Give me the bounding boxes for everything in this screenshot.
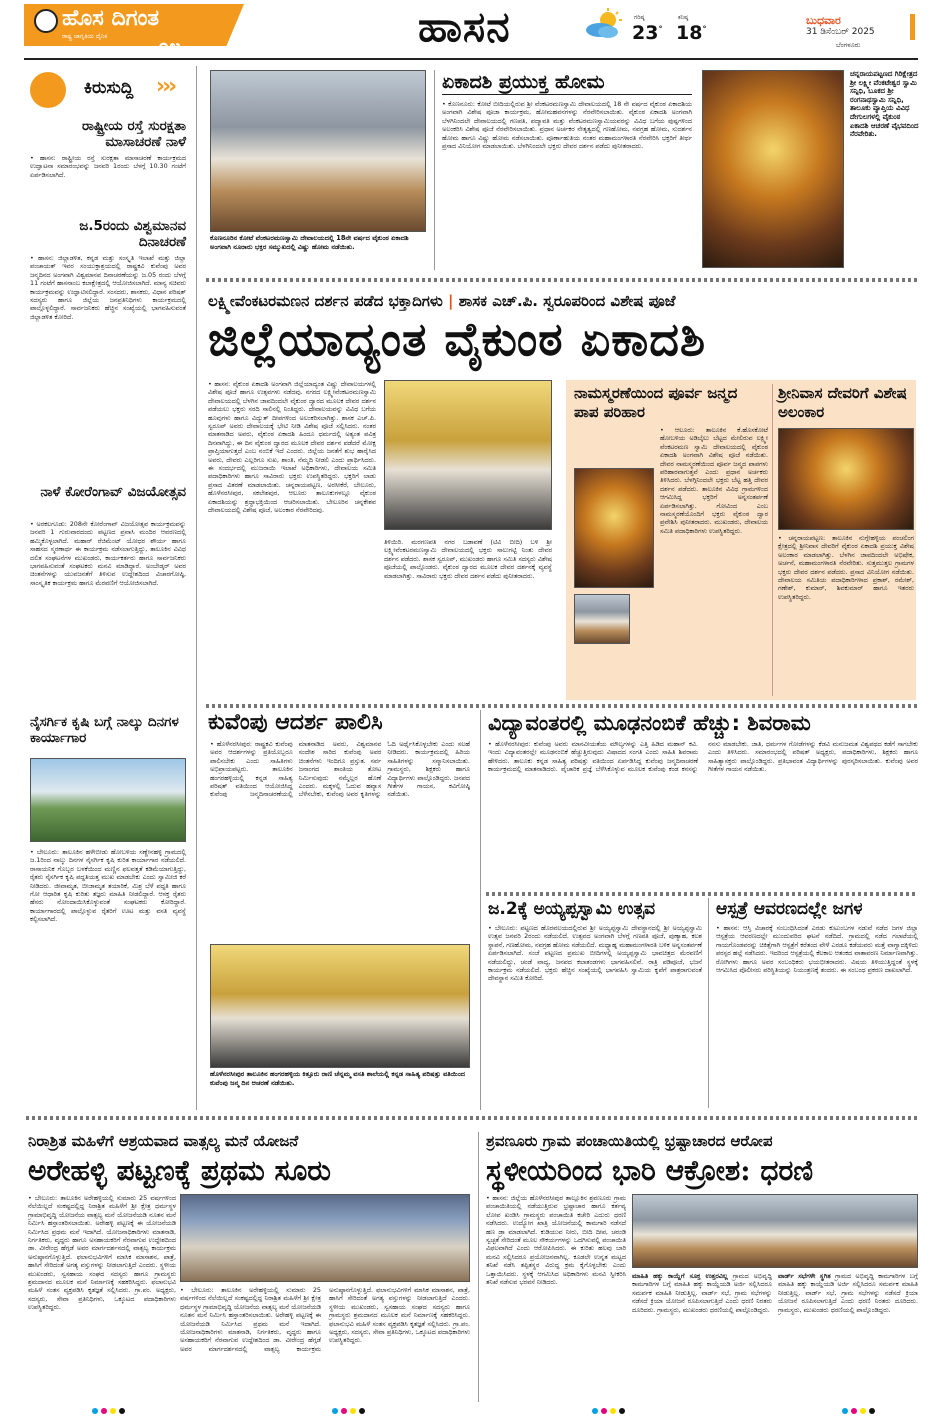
hospital-headline: ಆಸ್ಪತ್ರೆ ಆವರಣದಲ್ಲೇ ಜಗಳ — [716, 899, 863, 919]
homa-body: • ಕೊಣನೂರು: ಕೋಟೆ ಬೀದಿಯಲ್ಲಿರುವ ಶ್ರೀ ವೆಂಕಟರಮಣಸ್ವಾಮಿ ದೇವಾಲಯದಲ್ಲಿ 18 ನೇ ವರ್ಷದ ವೈಕುಂಠ ಏಕಾದಶಿಯ ಅಂಗವಾಗಿ ವಿಶೇಷ ಪೂಜಾ ಕಾರ್ಯಕ್ರಮ, ಹೋಮಹವನಗಳನ್ನು ನೆರವೇರಿಸಲಾಯಿತು. ವೈಕುಂಠ ಏಕಾದಶಿ ಅಂಗವಾಗಿ ಬೆಳಗಿನಿಂದಲೇ ದೇವಾಲಯದಲ್ಲಿ ಗಣಪತಿ, ಪದ್ಮಾವತಿ ಮತ್ತು ವೆಂಕಟರಮಣಸ್ವಾಮಿಯವರನ್ನು ವಿವಿಧ ಬಗೆಯ ಪುಷ್ಪಗಳಿಂದ ಅಲಂಕರಿಸಿ ವಿಶೇಷ ಪೂಜೆ ನೆರವೇರಿಸಲಾಯಿತು. ಪ್ರಧಾನ ಅರ್ಚಕರ ನೇತೃತ್ವದಲ್ಲಿ ಗಣಹೋಮ, ನವಗ್ರಹ ಹೋಮ, ಸುದರ್ಶನ ಹೋಮ ಹಾಗೂ ವಿಷ್ಣು ಹೋಮ ನಡೆಸಲಾಯಿತು. ಪೂರ್ಣಾಹುತಿಯ ನಂತರ ಮಹಾಮಂಗಳಾರತಿ ನೆರವೇರಿಸಿ ಭಕ್ತರಿಗೆ ತೀರ್ಥ ಪ್ರಸಾದ ವಿನಿಯೋಗ ಮಾಡಲಾಯಿತು. ಬೆಳಗಿನಿಂದಲೇ ಭಕ್ತರು ದೇವರ ದರ್ಶನ ಪಡೆದು ಪುನೀತರಾದರು. — [442, 100, 692, 151]
masthead-rule — [24, 58, 918, 60]
section-divider — [206, 278, 918, 282]
issue-date: 31 ಡಿಸೆಂಬರ್ 2025 — [806, 27, 875, 37]
edition-city: ಬೆಂಗಳೂರು — [836, 41, 861, 49]
print-registration-marks — [842, 1408, 875, 1414]
banner-subheadline: ಲಕ್ಷ್ಮೀವೆಂಕಟರಮಣನ ದರ್ಶನ ಪಡೆದ ಭಕ್ತಾದಿಗಳು | ಶಾಸಕ ಎಚ್.ಪಿ. ಸ್ವರೂಪರಿಂದ ವಿಶೇಷ ಪೂಜೆ — [208, 292, 676, 310]
deity-photo-caption: ಚನ್ನರಾಯಪಟ್ಟಣದ ಗಿರಿಕ್ಷೇತ್ರದ ಶ್ರೀ ಲಕ್ಷ್ಮೀ ವೆಂಕಟೇಶ್ವರ ಸ್ವಾಮಿ ಸನ್ನಿಧಿ, ಬೂಕದ ಶ್ರೀ ರಂಗನಾಥಸ್ವಾಮಿ ಸನ್ನಿಧಿ, ತಾಲೂಕು ವ್ಯಾಪ್ತಿಯ ವಿವಿಧ ದೇಗುಲಗಳಲ್ಲಿ ವೈಕುಂಠ ಏಕಾದಶಿ ಆಚರಣೆ ವೈಭವದಿಂದ ನೆರವೇರಿತು. — [850, 70, 919, 139]
brief-3-body: • ಅರಕಲಗೂಡು: 208ನೇ ಕೋರೆಂಗಾವ್ ವಿಜಯೋತ್ಸವ ಕಾರ್ಯಕ್ರಮವನ್ನು ಜನವರಿ 1 ಗುರುವಾರದಂದು ಪಟ್ಟಣದ ಪ್ರವಾಸಿ ಮಂದಿರ ಆವರಣದಲ್ಲಿ ಹಮ್ಮಿಕೊಳ್ಳಲಾಗಿದೆ. ಮಹಾರ್ ರೆಜಿಮೆಂಟ್ ಯೋಧರ ಶೌರ್ಯ ಹಾಗೂ ಸಾಹಸದ ಸ್ಮರಣಾರ್ಥ ಈ ಕಾರ್ಯಕ್ರಮ ನಡೆಸಲಾಗುತ್ತಿದ್ದು, ತಾಲೂಕಿನ ವಿವಿಧ ದಲಿತ ಸಂಘಟನೆಗಳ ಮುಖಂಡರು, ಕಾರ್ಯಕರ್ತರು ಹಾಗೂ ಸಾರ್ವಜನಿಕರು ಭಾಗವಹಿಸುವಂತೆ ಸಂಘಟಕರು ಮನವಿ ಮಾಡಿದ್ದಾರೆ. ಅಂಬೇಡ್ಕರ್ ಅವರ ಚಿಂತನೆಗಳನ್ನು ಯುವಜನತೆಗೆ ತಿಳಿಸುವ ಉದ್ದೇಶದಿಂದ ವಿಚಾರಗೋಷ್ಠಿ, ಸಾಂಸ್ಕೃತಿಕ ಕಾರ್ಯಕ್ರಮ ಹಾಗೂ ಮೆರವಣಿಗೆ ಆಯೋಜಿಸಲಾಗಿದೆ. — [30, 520, 186, 587]
section-divider — [26, 1116, 918, 1120]
masthead-accent-bar — [910, 14, 915, 40]
chevron-right-icon: ››› — [156, 74, 175, 99]
print-registration-marks — [92, 1408, 125, 1414]
shravanur-body: • ಹಾಸನ: ಜಿಲ್ಲೆಯ ಹೊಳೆನರಸೀಪುರ ತಾಲ್ಲೂಕಿನ ಶ್ರವಣೂರು ಗ್ರಾಮ ಪಂಚಾಯಿತಿಯಲ್ಲಿ ನಡೆಯುತ್ತಿರುವ ಭ್ರಷ್ಟಾಚಾರ ಹಾಗೂ ಕರ್ತವ್ಯ ಲೋಪ ಖಂಡಿಸಿ ಗ್ರಾಮಸ್ಥರು ಪಂಚಾಯಿತಿ ಕಚೇರಿ ಎದುರು ಧರಣಿ ನಡೆಸಿದರು. ಉದ್ಯೋಗ ಖಾತ್ರಿ ಯೋಜನೆಯಲ್ಲಿ ಕಾಮಗಾರಿ ನಡೆಸದೆ ಹಣ ಡ್ರಾ ಮಾಡಲಾಗಿದೆ. ಕುಡಿಯುವ ನೀರು, ಬೀದಿ ದೀಪ, ಚರಂಡಿ ಸ್ವಚ್ಛತೆ ಸೇರಿದಂತೆ ಮೂಲ ಸೌಕರ್ಯಗಳನ್ನು ಒದಗಿಸುವಲ್ಲಿ ಪಂಚಾಯಿತಿ ವಿಫಲವಾಗಿದೆ ಎಂದು ಆರೋಪಿಸಿದರು. ಈ ಕುರಿತು ಹಲವು ಬಾರಿ ಮನವಿ ಸಲ್ಲಿಸಿದರೂ ಪ್ರಯೋಜನವಾಗಿಲ್ಲ. ಕೂಡಲೇ ಉನ್ನತ ಮಟ್ಟದ ತನಿಖೆ ನಡೆಸಿ ತಪ್ಪಿತಸ್ಥರ ವಿರುದ್ಧ ಕ್ರಮ ಕೈಗೊಳ್ಳಬೇಕು ಎಂದು ಒತ್ತಾಯಿಸಿದರು. ಸ್ಥಳಕ್ಕೆ ಆಗಮಿಸಿದ ಅಧಿಕಾರಿಗಳು ಮನವಿ ಸ್ವೀಕರಿಸಿ ತನಿಖೆ ನಡೆಸುವ ಭರವಸೆ ನೀಡಿದರು. — [486, 1194, 626, 1287]
vatsalya-subheadline: ನಿರಾಶ್ರಿತ ಮಹಿಳೆಗೆ ಆಶ್ರಯವಾದ ವಾತ್ಸಲ್ಯ ಮನೆ ಯೋಜನೆ — [28, 1132, 299, 1150]
kuvempu-event-photo — [210, 944, 470, 1068]
section-divider — [486, 892, 918, 896]
brief-1-body: • ಹಾಸನ: ರಾಷ್ಟ್ರೀಯ ರಸ್ತೆ ಸುರಕ್ಷತಾ ಮಾಸಾಚರಣೆ ಕಾರ್ಯಕ್ರಮದ ಉದ್ಘಾಟನಾ ಸಮಾರಂಭವನ್ನು ಜನವರಿ 1ರಂದು ಬೆಳಗ್ಗೆ 10.30 ಗಂಟೆಗೆ ಏರ್ಪಡಿಸಲಾಗಿದೆ. — [30, 154, 186, 179]
brief-1-headline: ರಾಷ್ಟ್ರೀಯ ರಸ್ತೆ ಸುರಕ್ಷತಾ ಮಾಸಾಚರಣೆ ನಾಳೆ — [81, 118, 186, 150]
print-registration-marks — [592, 1408, 625, 1414]
brief-2-headline: ಜ.5ರಂದು ವಿಶ್ವಮಾನವ ದಿನಾಚರಣೆ — [79, 218, 186, 250]
hospital-body: • ಹಾಸನ: ಆಸ್ತಿ ವಿಚಾರಕ್ಕೆ ಸಂಬಂಧಿಸಿದಂತೆ ಎರಡು ಕುಟುಂಬಗಳ ನಡುವೆ ನಡೆದ ಜಗಳ ಜಿಲ್ಲಾ ಆಸ್ಪತ್ರೆಯ ಆವರಣದಲ್ಲೇ ಮುಂದುವರಿದ ಘಟನೆ ನಡೆದಿದೆ. ಗ್ರಾಮದಲ್ಲಿ ನಡೆದ ಗಲಾಟೆಯಲ್ಲಿ ಗಾಯಗೊಂಡವರನ್ನು ಚಿಕಿತ್ಸೆಗಾಗಿ ಆಸ್ಪತ್ರೆಗೆ ಕರೆತಂದ ವೇಳೆ ಎರಡೂ ಕಡೆಯವರು ಮತ್ತೆ ವಾಗ್ವಾದಕ್ಕಿಳಿದು ಪರಸ್ಪರ ಹಲ್ಲೆ ನಡೆಸಿದರು. ಇದರಿಂದ ಆಸ್ಪತ್ರೆಯಲ್ಲಿ ಕೆಲಕಾಲ ಆತಂಕದ ವಾತಾವರಣ ನಿರ್ಮಾಣವಾಗಿತ್ತು. ರೋಗಿಗಳು ಹಾಗೂ ಅವರ ಸಂಬಂಧಿಕರು ಭಯಭೀತರಾದರು. ವಿಷಯ ತಿಳಿಯುತ್ತಿದ್ದಂತೆ ಸ್ಥಳಕ್ಕೆ ಆಗಮಿಸಿದ ಪೊಲೀಸರು ಪರಿಸ್ಥಿತಿಯನ್ನು ನಿಯಂತ್ರಣಕ್ಕೆ ತಂದರು. ಈ ಸಂಬಂಧ ಪ್ರಕರಣ ದಾಖಲಾಗಿದೆ. — [716, 924, 918, 975]
brief-4-body: • ಬೇಲೂರು: ತಾಲೂಕಿನ ಹಳೇಬೀಡು ಹೋಬಳಿಯ ಸಣ್ಣೇನಹಳ್ಳಿ ಗ್ರಾಮದಲ್ಲಿ ಜ.1ರಿಂದ ನಾಲ್ಕು ದಿನಗಳ ನೈಸರ್ಗಿಕ ಕೃಷಿ ಕುರಿತ ಕಾರ್ಯಾಗಾರ ನಡೆಯಲಿದೆ. ರಾಸಾಯನಿಕ ಗೊಬ್ಬರ ಬಳಕೆಯಿಂದ ಮಣ್ಣಿನ ಫಲವತ್ತತೆ ಕಡಿಮೆಯಾಗುತ್ತಿದ್ದು, ರೈತರು ನೈಸರ್ಗಿಕ ಕೃಷಿ ಪದ್ಧತಿಯತ್ತ ಮುಖ ಮಾಡಬೇಕು ಎಂದು ಸ್ವಾಮೀಜಿ ಕರೆ ನೀಡಿದರು. ಜೀವಾಮೃತ, ಬೀಜಾಮೃತ ತಯಾರಿಕೆ, ಮಿಶ್ರ ಬೆಳೆ ಪದ್ಧತಿ ಹಾಗೂ ಗೋ ಆಧಾರಿತ ಕೃಷಿ ಕುರಿತು ತಜ್ಞರು ಮಾಹಿತಿ ನೀಡಲಿದ್ದಾರೆ. ಆಸಕ್ತ ರೈತರು ಹೆಸರು ನೋಂದಾಯಿಸಿಕೊಳ್ಳುವಂತೆ ಸಂಘಟಕರು ಕೋರಿದ್ದಾರೆ. ಕಾರ್ಯಾಗಾರದಲ್ಲಿ ಪಾಲ್ಗೊಳ್ಳುವ ರೈತರಿಗೆ ಊಟ ಮತ್ತು ವಸತಿ ವ್ಯವಸ್ಥೆ ಕಲ್ಪಿಸಲಾಗಿದೆ. — [30, 848, 186, 924]
protest-photo — [632, 1194, 918, 1268]
sidebar-body-1a: • ಆಲೂರು: ತಾಲೂಕಿನ ಕೆ.ಹೊಸಕೋಟೆ ಹೋಬಳಿಯ ಅಡಿಬೈಲು ಬೆಟ್ಟದ ಮೇಲಿರುವ ಲಕ್ಷ್ಮೀ ವೆಂಕಟರಮಣ ಸ್ವಾಮಿ ದೇವಾಲಯದಲ್ಲಿ ವೈಕುಂಠ ಏಕಾದಶಿ ಅಂಗವಾಗಿ ವಿಶೇಷ ಪೂಜೆ ನಡೆಯಿತು. ದೇವರ ನಾಮಸ್ಮರಣೆಯಿಂದ ಪೂರ್ವ ಜನ್ಮದ ಪಾಪಗಳು ಪರಿಹಾರವಾಗುತ್ತವೆ ಎಂದು ಪ್ರಧಾನ ಅರ್ಚಕರು ತಿಳಿಸಿದರು. ಬೆಳಗ್ಗಿನಿಂದಲೇ ಭಕ್ತರು ಬೆಟ್ಟ ಹತ್ತಿ ದೇವರ ದರ್ಶನ ಪಡೆದರು. ತಾಲೂಕಿನ ವಿವಿಧ ಗ್ರಾಮಗಳಿಂದ ಆಗಮಿಸಿದ್ದ ಭಕ್ತರಿಗೆ ಅನ್ನಸಂತರ್ಪಣೆ ಏರ್ಪಡಿಸಲಾಗಿತ್ತು. ಗೋವಿಂದ ಎಂಬ ನಾಮಸ್ಮರಣೆಯೊಂದಿಗೆ ಭಕ್ತರು ವೈಕುಂಠ ದ್ವಾರ ಪ್ರವೇಶಿಸಿ ಪುನೀತರಾದರು. ಮುಖಂಡರು, ದೇವಾಲಯ ಸಮಿತಿ ಪದಾಧಿಕಾರಿಗಳು ಉಪಸ್ಥಿತರಿದ್ದರು. — [660, 426, 768, 535]
aluru-inset-photo — [574, 594, 630, 644]
banner-headline: ಜಿಲ್ಲೆಯಾದ್ಯಂತ ವೈಕುಂಠ ಏಕಾದಶಿ — [208, 312, 707, 366]
temp-max: 23° — [632, 22, 663, 44]
vatsalya-body: • ಬೇಲೂರು: ತಾಲೂಕಿನ ಅರೇಹಳ್ಳಿಯಲ್ಲಿ ಸುಮಾರು 25 ವರ್ಷಗಳಿಂದ ನೆಲೆಯಿಲ್ಲದೆ ಸಂಕಷ್ಟದಲ್ಲಿದ್ದ ನಿರಾಶ್ರಿತ ಮಹಿಳೆಗೆ ಶ್ರೀ ಕ್ಷೇತ್ರ ಧರ್ಮಸ್ಥಳ ಗ್ರಾಮಾಭಿವೃದ್ಧಿ ಯೋಜನೆಯ ವಾತ್ಸಲ್ಯ ಮನೆ ಯೋಜನೆಯಡಿ ನೂತನ ಮನೆ ನಿರ್ಮಿಸಿ ಹಸ್ತಾಂತರಿಸಲಾಯಿತು. ಅರೇಹಳ್ಳಿ ಪಟ್ಟಣಕ್ಕೆ ಈ ಯೋಜನೆಯಡಿ ನಿರ್ಮಿಸಿದ ಪ್ರಥಮ ಮನೆ ಇದಾಗಿದೆ. ಯೋಜನಾಧಿಕಾರಿಗಳು ಮಾತನಾಡಿ, ನಿರ್ಗತಿಕರು, ವೃದ್ಧರು ಹಾಗೂ ಅಸಹಾಯಕರಿಗೆ ನೆರವಾಗುವ ಉದ್ದೇಶದಿಂದ ಡಾ. ವೀರೇಂದ್ರ ಹೆಗ್ಗಡೆ ಅವರ ಮಾರ್ಗದರ್ಶನದಲ್ಲಿ ವಾತ್ಸಲ್ಯ ಕಾರ್ಯಕ್ರಮ ಅನುಷ್ಠಾನಗೊಳ್ಳುತ್ತಿದೆ. ಫಲಾನುಭವಿಗಳಿಗೆ ಮಾಸಿಕ ಮಾಸಾಶನ, ಪಾತ್ರೆ, ಹಾಸಿಗೆ ಸೇರಿದಂತೆ ಅಗತ್ಯ ವಸ್ತುಗಳನ್ನು ನೀಡಲಾಗುತ್ತಿದೆ ಎಂದರು. ಸ್ಥಳೀಯ ಮುಖಂಡರು, ಸ್ವಸಹಾಯ ಸಂಘದ ಸದಸ್ಯರು ಹಾಗೂ ಗ್ರಾಮಸ್ಥರು ಶ್ರಮದಾನದ ಮೂಲಕ ಮನೆ ನಿರ್ಮಾಣಕ್ಕೆ ಸಹಕರಿಸಿದ್ದರು. ಫಲಾನುಭವಿ ಮಹಿಳೆ ಸಂತಸ ವ್ಯಕ್ತಪಡಿಸಿ ಕೃತಜ್ಞತೆ ಸಲ್ಲಿಸಿದರು. ಗ್ರಾ.ಪಂ. ಅಧ್ಯಕ್ಷರು, ಸದಸ್ಯರು, ಸೇವಾ ಪ್ರತಿನಿಧಿಗಳು, ಒಕ್ಕೂಟದ ಪದಾಧಿಕಾರಿಗಳು ಉಪಸ್ಥಿತರಿದ್ದರು. — [28, 1194, 176, 1312]
sun-cloud-icon — [582, 8, 626, 40]
pointing-hand-icon — [30, 72, 66, 108]
column-rule — [480, 710, 481, 1110]
vatsalya-headline: ಅರೇಹಳ್ಳಿ ಪಟ್ಟಣಕ್ಕೆ ಪ್ರಥಮ ಸೂರು — [28, 1154, 331, 1187]
shivaram-headline: ವಿದ್ಯಾವಂತರಲ್ಲಿ ಮೂಢನಂಬಿಕೆ ಹೆಚ್ಚು: ಶಿವರಾಮ — [488, 711, 811, 735]
ayyappa-body: • ಬೇಲೂರು: ಪಟ್ಟಣದ ಹೊರವಲಯದಲ್ಲಿರುವ ಶ್ರೀ ಅಯ್ಯಪ್ಪಸ್ವಾಮಿ ದೇವಸ್ಥಾನದಲ್ಲಿ ಶ್ರೀ ಅಯ್ಯಪ್ಪಸ್ವಾಮಿ ಉತ್ಸವ ಜನವರಿ 2ರಂದು ನಡೆಯಲಿದೆ. ಉತ್ಸವದ ಅಂಗವಾಗಿ ಬೆಳಗ್ಗೆ ಗಣಪತಿ ಪೂಜೆ, ಪುಣ್ಯಾಹ, ಕಲಶ ಸ್ಥಾಪನೆ, ಗಣಹೋಮ, ನವಗ್ರಹ ಹೋಮ ನಡೆಯಲಿದೆ. ಮಧ್ಯಾಹ್ನ ಮಹಾಮಂಗಳಾರತಿ ಬಳಿಕ ಅನ್ನಸಂತರ್ಪಣೆ ಏರ್ಪಡಿಸಲಾಗಿದೆ. ಸಂಜೆ ಪಟ್ಟಣದ ಪ್ರಮುಖ ಬೀದಿಗಳಲ್ಲಿ ಅಯ್ಯಪ್ಪಸ್ವಾಮಿ ಭಾವಚಿತ್ರದ ಮೆರವಣಿಗೆ ನಡೆಯಲಿದ್ದು, ಚಂಡೆ ವಾದ್ಯ, ಜನಪದ ಕಲಾತಂಡಗಳು ಭಾಗವಹಿಸಲಿವೆ. ರಾತ್ರಿ ಪಡಿಪೂಜೆ, ಭಜನೆ ಕಾರ್ಯಕ್ರಮ ನಡೆಯಲಿದೆ. ಭಕ್ತರು ಹೆಚ್ಚಿನ ಸಂಖ್ಯೆಯಲ್ಲಿ ಭಾಗವಹಿಸಿ ಸ್ವಾಮಿಯ ಕೃಪೆಗೆ ಪಾತ್ರರಾಗುವಂತೆ ದೇವಸ್ಥಾನ ಸಮಿತಿ ಕೋರಿದೆ. — [488, 924, 702, 983]
sidebar-headline-2: ಶ್ರೀನಿವಾಸ ದೇವರಿಗೆ ವಿಶೇಷ ಅಲಂಕಾರ — [778, 384, 907, 421]
brief-4-headline: ನೈಸರ್ಗಿಕ ಕೃಷಿ ಬಗ್ಗೆ ನಾಲ್ಕು ದಿನಗಳ ಕಾರ್ಯಾಗಾರ — [30, 714, 179, 746]
brief-3-headline: ನಾಳೆ ಕೋರೆಂಗಾವ್ ವಿಜಯೋತ್ಸವ — [40, 484, 186, 500]
shivaram-body: • ಹೊಳೆನರಸೀಪುರ: ಕುವೆಂಪು ಅವರು ಮಾನವೀಯತೆಯ ಮೌಲ್ಯಗಳನ್ನು ಎತ್ತಿ ಹಿಡಿದ ಮಹಾನ್ ಕವಿ. ಇಂದು ವಿದ್ಯಾವಂತರಲ್ಲೇ ಮೂಢನಂಬಿಕೆ ಹೆಚ್ಚುತ್ತಿರುವುದು ವಿಷಾದದ ಸಂಗತಿ ಎಂದು ಸಾಹಿತಿ ಶಿವರಾಮ ಹೇಳಿದರು. ತಾಲೂಕು ಕನ್ನಡ ಸಾಹಿತ್ಯ ಪರಿಷತ್ತು ವತಿಯಿಂದ ಏರ್ಪಡಿಸಿದ್ದ ಕುವೆಂಪು ಜನ್ಮದಿನಾಚರಣೆ ಕಾರ್ಯಕ್ರಮದಲ್ಲಿ ಮಾತನಾಡಿದರು. ವೈಚಾರಿಕ ಪ್ರಜ್ಞೆ ಬೆಳೆಸಿಕೊಳ್ಳುವ ಮೂಲಕ ಕುವೆಂಪು ಕಂಡ ಕನಸನ್ನು ನನಸು ಮಾಡಬೇಕು. ಜಾತಿ, ಧರ್ಮಗಳ ಗೋಡೆಗಳನ್ನು ಕೆಡವಿ ಮನುಜಮತ ವಿಶ್ವಪಥದ ಕಡೆಗೆ ಸಾಗಬೇಕು ಎಂದು ತಿಳಿಸಿದರು. ಸಮಾರಂಭದಲ್ಲಿ ಪರಿಷತ್ ಅಧ್ಯಕ್ಷರು, ಪದಾಧಿಕಾರಿಗಳು, ಶಿಕ್ಷಕರು ಹಾಗೂ ಸಾಹಿತ್ಯಾಸಕ್ತರು ಪಾಲ್ಗೊಂಡಿದ್ದರು. ಪ್ರತಿಭಾವಂತ ವಿದ್ಯಾರ್ಥಿಗಳನ್ನು ಪುರಸ್ಕರಿಸಲಾಯಿತು. ಕುವೆಂಪು ಅವರ ಗೀತೆಗಳ ಗಾಯನ ನಡೆಯಿತು. — [488, 740, 918, 774]
column-rule — [196, 66, 197, 1110]
column-rule — [772, 384, 773, 696]
banner-photo-caption: ತಿಳಿಯಿರಿ. ಮರಗಣಪತಿ ನಗರ ಬಡಾವಣೆ (ಟಿವಿ ಬೀದಿ) ಬಳಿ ಶ್ರೀ ಲಕ್ಷ್ಮೀವೆಂಕಟರಮಣಸ್ವಾಮಿ ದೇವಾಲಯದಲ್ಲಿ ಭಕ್ತರು ಸಾಲುಗಟ್ಟಿ ನಿಂತು ದೇವರ ದರ್ಶನ ಪಡೆದರು. ಶಾಸಕ ಸ್ವರೂಪ್, ಮುಖಂಡರು ಹಾಗೂ ಸಮಿತಿ ಸದಸ್ಯರು ವಿಶೇಷ ಪೂಜೆಯಲ್ಲಿ ಪಾಲ್ಗೊಂಡರು. ವೈಕುಂಠ ದ್ವಾರದ ಮೂಲಕ ದೇವರ ದರ್ಶನಕ್ಕೆ ವ್ಯವಸ್ಥೆ ಮಾಡಲಾಗಿತ್ತು. ಸಾವಿರಾರು ಭಕ್ತರು ದೇವರ ದರ್ಶನ ಪಡೆದು ಪುನೀತರಾದರು. — [384, 538, 552, 580]
shravanur-headline: ಸ್ಥಳೀಯರಿಂದ ಭಾರಿ ಆಕ್ರೋಶ: ಧರಣಿ — [486, 1154, 814, 1187]
homa-headline: ಏಕಾದಶಿ ಪ್ರಯುಕ್ತ ಹೋಮ — [442, 70, 692, 95]
aluru-temple-photo — [574, 468, 654, 588]
farming-workshop-photo — [30, 758, 186, 842]
lamp-logo-icon — [34, 9, 58, 33]
vatsalya-photo — [180, 1194, 470, 1282]
column-rule — [708, 898, 709, 1108]
shravanur-body-2: ಮಾಹಿತಿ ಹಕ್ಕು ಕಾಯ್ದೆಗೆ ಸೂಕ್ತ ಉತ್ತರವಿಲ್ಲ ಗ್ರಾಮದ ಅಭಿವೃದ್ಧಿ ಕಾಮಗಾರಿಗಳ ಬಗ್ಗೆ ಮಾಹಿತಿ ಹಕ್ಕು ಕಾಯ್ದೆಯಡಿ ಅರ್ಜಿ ಸಲ್ಲಿಸಿದರೂ ಸಮರ್ಪಕ ಮಾಹಿತಿ ನೀಡುತ್ತಿಲ್ಲ. ವಾರ್ಡ್ ಸಭೆ, ಗ್ರಾಮ ಸಭೆಗಳನ್ನು ನಡೆಸದೆ ಕ್ರಿಯಾ ಯೋಜನೆ ರೂಪಿಸಲಾಗುತ್ತಿದೆ ಎಂದು ಧರಣಿ ನಿರತರು ದೂರಿದರು. ಗ್ರಾಮಸ್ಥರು, ಮುಖಂಡರು ಧರಣಿಯಲ್ಲಿ ಪಾಲ್ಗೊಂಡಿದ್ದರು. — [632, 1272, 772, 1314]
newspaper-tagline: ರಾಷ್ಟ್ರ ಜಾಗೃತಿಯ ದೈನಿಕ — [62, 33, 108, 40]
brief-2-body: • ಹಾಸನ: ಜಿಲ್ಲಾಡಳಿತ, ಕನ್ನಡ ಮತ್ತು ಸಂಸ್ಕೃತಿ ಇಲಾಖೆ ಮತ್ತು ಜಿಲ್ಲಾ ಪಂಚಾಯತ್ ಇವರ ಸಂಯುಕ್ತಾಶ್ರಯದಲ್ಲಿ ರಾಷ್ಟ್ರಕವಿ ಕುವೆಂಪು ಅವರ ಜನ್ಮದಿನದ ಅಂಗವಾಗಿ ವಿಶ್ವಮಾನವ ದಿನಾಚರಣೆಯನ್ನು ಜ.05 ರಂದು ಬೆಳಗ್ಗೆ 11 ಗಂಟೆಗೆ ಹಾಸನಾಂಬ ಕಲಾಕ್ಷೇತ್ರದಲ್ಲಿ ಆಯೋಜಿಸಲಾಗಿದೆ. ಮಾನ್ಯ ಸಚಿವರು ಕಾರ್ಯಕ್ರಮವನ್ನು ಉದ್ಘಾಟಿಸಲಿದ್ದಾರೆ. ಸಂಸದರು, ಶಾಸಕರು, ವಿಧಾನ ಪರಿಷತ್ ಸದಸ್ಯರು ಹಾಗೂ ಜಿಲ್ಲೆಯ ಜನಪ್ರತಿನಿಧಿಗಳು ಕಾರ್ಯಕ್ರಮದಲ್ಲಿ ಪಾಲ್ಗೊಳ್ಳಲಿದ್ದಾರೆ. ಸಾರ್ವಜನಿಕರು ಹೆಚ್ಚಿನ ಸಂಖ್ಯೆಯಲ್ಲಿ ಭಾಗವಹಿಸುವಂತೆ ಜಿಲ್ಲಾಡಳಿತ ಕೋರಿದೆ. — [30, 254, 186, 321]
temp-min-label: ಕನಿಷ್ಠ — [678, 14, 689, 21]
kuvempu-headline: ಕುವೆಂಪು ಆದರ್ಶ ಪಾಲಿಸಿ — [208, 710, 383, 735]
issue-day: ಬುಧವಾರ — [806, 14, 841, 27]
shravanur-subheadline: ಶ್ರವಣೂರು ಗ್ರಾಮ ಪಂಚಾಯಿತಿಯಲ್ಲಿ ಭ್ರಷ್ಟಾಚಾರದ ಆರೋಪ — [486, 1132, 773, 1150]
temp-min: 18° — [676, 22, 707, 44]
kuvempu-body: • ಹೊಳೆನರಸೀಪುರ: ರಾಷ್ಟ್ರಕವಿ ಕುವೆಂಪು ಅವರ ಆದರ್ಶಗಳನ್ನು ಪ್ರತಿಯೊಬ್ಬರೂ ಪಾಲಿಸಬೇಕು ಎಂದು ಸಾಹಿತಿಗಳು ಅಭಿಪ್ರಾಯಪಟ್ಟರು. ತಾಲೂಕಿನ ಹಂಗರಹಳ್ಳಿಯಲ್ಲಿ ಕನ್ನಡ ಸಾಹಿತ್ಯ ಪರಿಷತ್ ವತಿಯಿಂದ ಆಯೋಜಿಸಿದ್ದ ಕುವೆಂಪು ಜನ್ಮದಿನಾಚರಣೆಯಲ್ಲಿ ಮಾತನಾಡಿದ ಅವರು, ವಿಶ್ವಮಾನವ ಸಂದೇಶ ಸಾರಿದ ಕುವೆಂಪು ಅವರ ಚಿಂತನೆಗಳು ಇಂದಿಗೂ ಪ್ರಸ್ತುತ. ಸರ್ವ ಜನಾಂಗದ ಶಾಂತಿಯ ತೋಟ ನಿರ್ಮಿಸುವುದು ನಮ್ಮೆಲ್ಲರ ಹೊಣೆ ಎಂದರು. ಮಕ್ಕಳಲ್ಲಿ ಓದುವ ಹವ್ಯಾಸ ಬೆಳೆಸಬೇಕು, ಕುವೆಂಪು ಅವರ ಕೃತಿಗಳನ್ನು ಓದಿ ಅರ್ಥೈಸಿಕೊಳ್ಳಬೇಕು ಎಂದು ಸಲಹೆ ನೀಡಿದರು. ಕಾರ್ಯಕ್ರಮದಲ್ಲಿ ಹಿರಿಯ ಸಾಹಿತಿಗಳನ್ನು ಸನ್ಮಾನಿಸಲಾಯಿತು. ಗ್ರಾಮಸ್ಥರು, ಶಿಕ್ಷಕರು ಹಾಗೂ ವಿದ್ಯಾರ್ಥಿಗಳು ಪಾಲ್ಗೊಂಡಿದ್ದರು. ಜನಪದ ಗೀತೆಗಳ ಗಾಯನ, ಕವಿಗೋಷ್ಠಿ ನಡೆಯಿತು. — [210, 740, 470, 799]
column-rule — [478, 1132, 479, 1402]
shravanur-body-3: ವಾರ್ಡ್ ಸಭೆಗಳೇ ಸ್ಥಗಿತ ಗ್ರಾಮದ ಅಭಿವೃದ್ಧಿ ಕಾಮಗಾರಿಗಳ ಬಗ್ಗೆ ಮಾಹಿತಿ ಹಕ್ಕು ಕಾಯ್ದೆಯಡಿ ಅರ್ಜಿ ಸಲ್ಲಿಸಿದರೂ ಸಮರ್ಪಕ ಮಾಹಿತಿ ನೀಡುತ್ತಿಲ್ಲ. ವಾರ್ಡ್ ಸಭೆ, ಗ್ರಾಮ ಸಭೆಗಳನ್ನು ನಡೆಸದೆ ಕ್ರಿಯಾ ಯೋಜನೆ ರೂಪಿಸಲಾಗುತ್ತಿದೆ ಎಂದು ಧರಣಿ ನಿರತರು ದೂರಿದರು. ಗ್ರಾಮಸ್ಥರು, ಮುಖಂಡರು ಧರಣಿಯಲ್ಲಿ ಪಾಲ್ಗೊಂಡಿದ್ದರು. — [778, 1272, 918, 1314]
deity-photo — [702, 70, 844, 268]
homa-photo-caption: ಕೊಣನೂರಿನ ಕೋಟೆ ವೆಂಕಟರಮಣಸ್ವಾಮಿ ದೇವಾಲಯದಲ್ಲಿ 18ನೇ ವರ್ಷದ ವೈಕುಂಠ ಏಕಾದಶಿ ಅಂಗವಾಗಿ ನೂರಾರು ಭಕ್ತರ ಸಮ್ಮುಖದಲ್ಲಿ ವಿಷ್ಣು ಹೋಮ ನಡೆಯಿತು. — [210, 234, 409, 251]
ayyappa-headline: ಜ.2ಕ್ಕೆ ಅಯ್ಯಪ್ಪಸ್ವಾಮಿ ಉತ್ಸವ — [488, 899, 656, 919]
sidebar-body-2: • ಚನ್ನರಾಯಪಟ್ಟಣ: ತಾಲೂಕಿನ ನುಗ್ಗೇಹಳ್ಳಿಯ ಪಂಚಲಿಂಗ ಕ್ಷೇತ್ರದಲ್ಲಿ ಶ್ರೀನಿವಾಸ ದೇವರಿಗೆ ವೈಕುಂಠ ಏಕಾದಶಿ ಪ್ರಯುಕ್ತ ವಿಶೇಷ ಅಲಂಕಾರ ಮಾಡಲಾಗಿತ್ತು. ಬೆಳಗಿನ ಜಾವದಿಂದಲೇ ಅಭಿಷೇಕ, ಅರ್ಚನೆ, ಮಹಾಮಂಗಳಾರತಿ ನೆರವೇರಿತು. ಸುತ್ತಮುತ್ತಲ ಗ್ರಾಮಗಳ ಭಕ್ತರು ದೇವರ ದರ್ಶನ ಪಡೆದರು. ಪ್ರಸಾದ ವಿನಿಯೋಗ ನಡೆಯಿತು. ದೇವಾಲಯ ಸಮಿತಿಯ ಪದಾಧಿಕಾರಿಗಳಾದ ಪ್ರಕಾಶ್, ರಮೇಶ್, ಗಣೇಶ್, ಕುಮಾರ್, ಶಿವಕುಮಾರ್ ಹಾಗೂ ಇತರರು ಉಪಸ್ಥಿತರಿದ್ದರು. — [778, 534, 914, 601]
kuvempu-photo-caption: ಹೊಳೆನರಸೀಪುರ ತಾಲೂಕಿನ ಹಂಗರಹಳ್ಳಿಯ ಕಿತ್ತೂರು ರಾಣಿ ಚೆನ್ನಮ್ಮ ವಸತಿ ಶಾಲೆಯಲ್ಲಿ ಕನ್ನಡ ಸಾಹಿತ್ಯ ಪರಿಷತ್ತು ವತಿಯಿಂದ ಕುವೆಂಪು ಜನ್ಮ ದಿನ ಆಚರಣೆ ನಡೆಯಿತು. — [210, 1070, 466, 1087]
section-divider — [206, 704, 918, 708]
page-number: ೦೪ — [158, 34, 181, 58]
banner-body: • ಹಾಸನ: ವೈಕುಂಠ ಏಕಾದಶಿ ಅಂಗವಾಗಿ ಜಿಲ್ಲೆಯಾದ್ಯಂತ ವಿಷ್ಣು ದೇವಾಲಯಗಳಲ್ಲಿ ವಿಶೇಷ ಪೂಜೆ ಹಾಗೂ ಉತ್ಸವಗಳು ನಡೆದವು. ನಗರದ ಲಕ್ಷ್ಮೀವೆಂಕಟರಮಣಸ್ವಾಮಿ ದೇವಾಲಯದಲ್ಲಿ ಬೆಳಗಿನ ಜಾವದಿಂದಲೇ ವೈಕುಂಠ ದ್ವಾರದ ಮೂಲಕ ದೇವರ ದರ್ಶನ ಪಡೆಯಲು ಭಕ್ತರು ಸರದಿ ಸಾಲಿನಲ್ಲಿ ನಿಂತಿದ್ದರು. ದೇವಾಲಯವನ್ನು ವಿವಿಧ ಬಗೆಯ ಹೂವುಗಳು ಹಾಗೂ ವಿದ್ಯುತ್ ದೀಪಗಳಿಂದ ಅಲಂಕರಿಸಲಾಗಿತ್ತು. ಶಾಸಕ ಎಚ್.ಪಿ. ಸ್ವರೂಪ್ ಅವರು ದೇವಾಲಯಕ್ಕೆ ಭೇಟಿ ನೀಡಿ ವಿಶೇಷ ಪೂಜೆ ಸಲ್ಲಿಸಿದರು. ನಂತರ ಮಾತನಾಡಿದ ಅವರು, ವೈಕುಂಠ ಏಕಾದಶಿ ಹಿಂದೂ ಧರ್ಮದಲ್ಲಿ ಅತ್ಯಂತ ಪವಿತ್ರ ದಿನವಾಗಿದ್ದು, ಈ ದಿನ ವೈಕುಂಠ ದ್ವಾರದ ಮೂಲಕ ದೇವರ ದರ್ಶನ ಪಡೆದರೆ ಮೋಕ್ಷ ಪ್ರಾಪ್ತಿಯಾಗುತ್ತದೆ ಎಂಬ ನಂಬಿಕೆ ಇದೆ ಎಂದರು. ಜಿಲ್ಲೆಯ ಜನತೆಗೆ ಶುಭ ಹಾರೈಸಿದ ಅವರು, ದೇವರು ಎಲ್ಲರಿಗೂ ಸುಖ, ಶಾಂತಿ, ನೆಮ್ಮದಿ ನೀಡಲಿ ಎಂದು ಪ್ರಾರ್ಥಿಸಿದರು. ಈ ಸಂದರ್ಭದಲ್ಲಿ ಮುಜರಾಯಿ ಇಲಾಖೆ ಅಧಿಕಾರಿಗಳು, ದೇವಾಲಯ ಸಮಿತಿ ಪದಾಧಿಕಾರಿಗಳು ಹಾಗೂ ಸಾವಿರಾರು ಭಕ್ತರು ಉಪಸ್ಥಿತರಿದ್ದರು. ಭಕ್ತರಿಗೆ ಲಾಡು ಪ್ರಸಾದ ವಿತರಣೆ ಮಾಡಲಾಯಿತು. ಚನ್ನರಾಯಪಟ್ಟಣ, ಅರಸೀಕೆರೆ, ಬೇಲೂರು, ಹೊಳೆನರಸೀಪುರ, ಸಕಲೇಶಪುರ, ಆಲೂರು ತಾಲೂಕುಗಳಲ್ಲೂ ವೈಕುಂಠ ಏಕಾದಶಿಯನ್ನು ಶ್ರದ್ಧಾಭಕ್ತಿಯಿಂದ ಆಚರಿಸಲಾಯಿತು. ಬೇಲೂರಿನ ಚನ್ನಕೇಶವ ದೇವಾಲಯದಲ್ಲಿ ವಿಶೇಷ ಪೂಜೆ, ಅಲಂಕಾರ ನೆರವೇರಿದವು. — [208, 380, 376, 515]
column-rule — [434, 70, 435, 270]
homa-photo — [210, 70, 426, 232]
vatsalya-body-cont: • ಬೇಲೂರು: ತಾಲೂಕಿನ ಅರೇಹಳ್ಳಿಯಲ್ಲಿ ಸುಮಾರು 25 ವರ್ಷಗಳಿಂದ ನೆಲೆಯಿಲ್ಲದೆ ಸಂಕಷ್ಟದಲ್ಲಿದ್ದ ನಿರಾಶ್ರಿತ ಮಹಿಳೆಗೆ ಶ್ರೀ ಕ್ಷೇತ್ರ ಧರ್ಮಸ್ಥಳ ಗ್ರಾಮಾಭಿವೃದ್ಧಿ ಯೋಜನೆಯ ವಾತ್ಸಲ್ಯ ಮನೆ ಯೋಜನೆಯಡಿ ನೂತನ ಮನೆ ನಿರ್ಮಿಸಿ ಹಸ್ತಾಂತರಿಸಲಾಯಿತು. ಅರೇಹಳ್ಳಿ ಪಟ್ಟಣಕ್ಕೆ ಈ ಯೋಜನೆಯಡಿ ನಿರ್ಮಿಸಿದ ಪ್ರಥಮ ಮನೆ ಇದಾಗಿದೆ. ಯೋಜನಾಧಿಕಾರಿಗಳು ಮಾತನಾಡಿ, ನಿರ್ಗತಿಕರು, ವೃದ್ಧರು ಹಾಗೂ ಅಸಹಾಯಕರಿಗೆ ನೆರವಾಗುವ ಉದ್ದೇಶದಿಂದ ಡಾ. ವೀರೇಂದ್ರ ಹೆಗ್ಗಡೆ ಅವರ ಮಾರ್ಗದರ್ಶನದಲ್ಲಿ ವಾತ್ಸಲ್ಯ ಕಾರ್ಯಕ್ರಮ ಅನುಷ್ಠಾನಗೊಳ್ಳುತ್ತಿದೆ. ಫಲಾನುಭವಿಗಳಿಗೆ ಮಾಸಿಕ ಮಾಸಾಶನ, ಪಾತ್ರೆ, ಹಾಸಿಗೆ ಸೇರಿದಂತೆ ಅಗತ್ಯ ವಸ್ತುಗಳನ್ನು ನೀಡಲಾಗುತ್ತಿದೆ ಎಂದರು. ಸ್ಥಳೀಯ ಮುಖಂಡರು, ಸ್ವಸಹಾಯ ಸಂಘದ ಸದಸ್ಯರು ಹಾಗೂ ಗ್ರಾಮಸ್ಥರು ಶ್ರಮದಾನದ ಮೂಲಕ ಮನೆ ನಿರ್ಮಾಣಕ್ಕೆ ಸಹಕರಿಸಿದ್ದರು. ಫಲಾನುಭವಿ ಮಹಿಳೆ ಸಂತಸ ವ್ಯಕ್ತಪಡಿಸಿ ಕೃತಜ್ಞತೆ ಸಲ್ಲಿಸಿದರು. ಗ್ರಾ.ಪಂ. ಅಧ್ಯಕ್ಷರು, ಸದಸ್ಯರು, ಸೇವಾ ಪ್ರತಿನಿಧಿಗಳು, ಒಕ್ಕೂಟದ ಪದಾಧಿಕಾರಿಗಳು ಉಪಸ್ಥಿತರಿದ್ದರು. — [180, 1286, 470, 1353]
temp-max-label: ಗರಿಷ್ಠ — [634, 14, 645, 21]
temple-crowd-photo — [384, 380, 552, 530]
sidebar-headline-1: ನಾಮಸ್ಮರಣೆಯಿಂದ ಪೂರ್ವ ಜನ್ಮದ ಪಾಪ ಪರಿಹಾರ — [574, 384, 738, 421]
srinivasa-photo — [778, 428, 914, 530]
section-title: ಹಾಸನ — [418, 2, 511, 51]
kirusuddi-label: ಕಿರುಸುದ್ದಿ — [84, 78, 134, 98]
print-registration-marks — [332, 1408, 365, 1414]
newspaper-name: ಹೊಸ ದಿಗಂತ — [62, 6, 160, 31]
